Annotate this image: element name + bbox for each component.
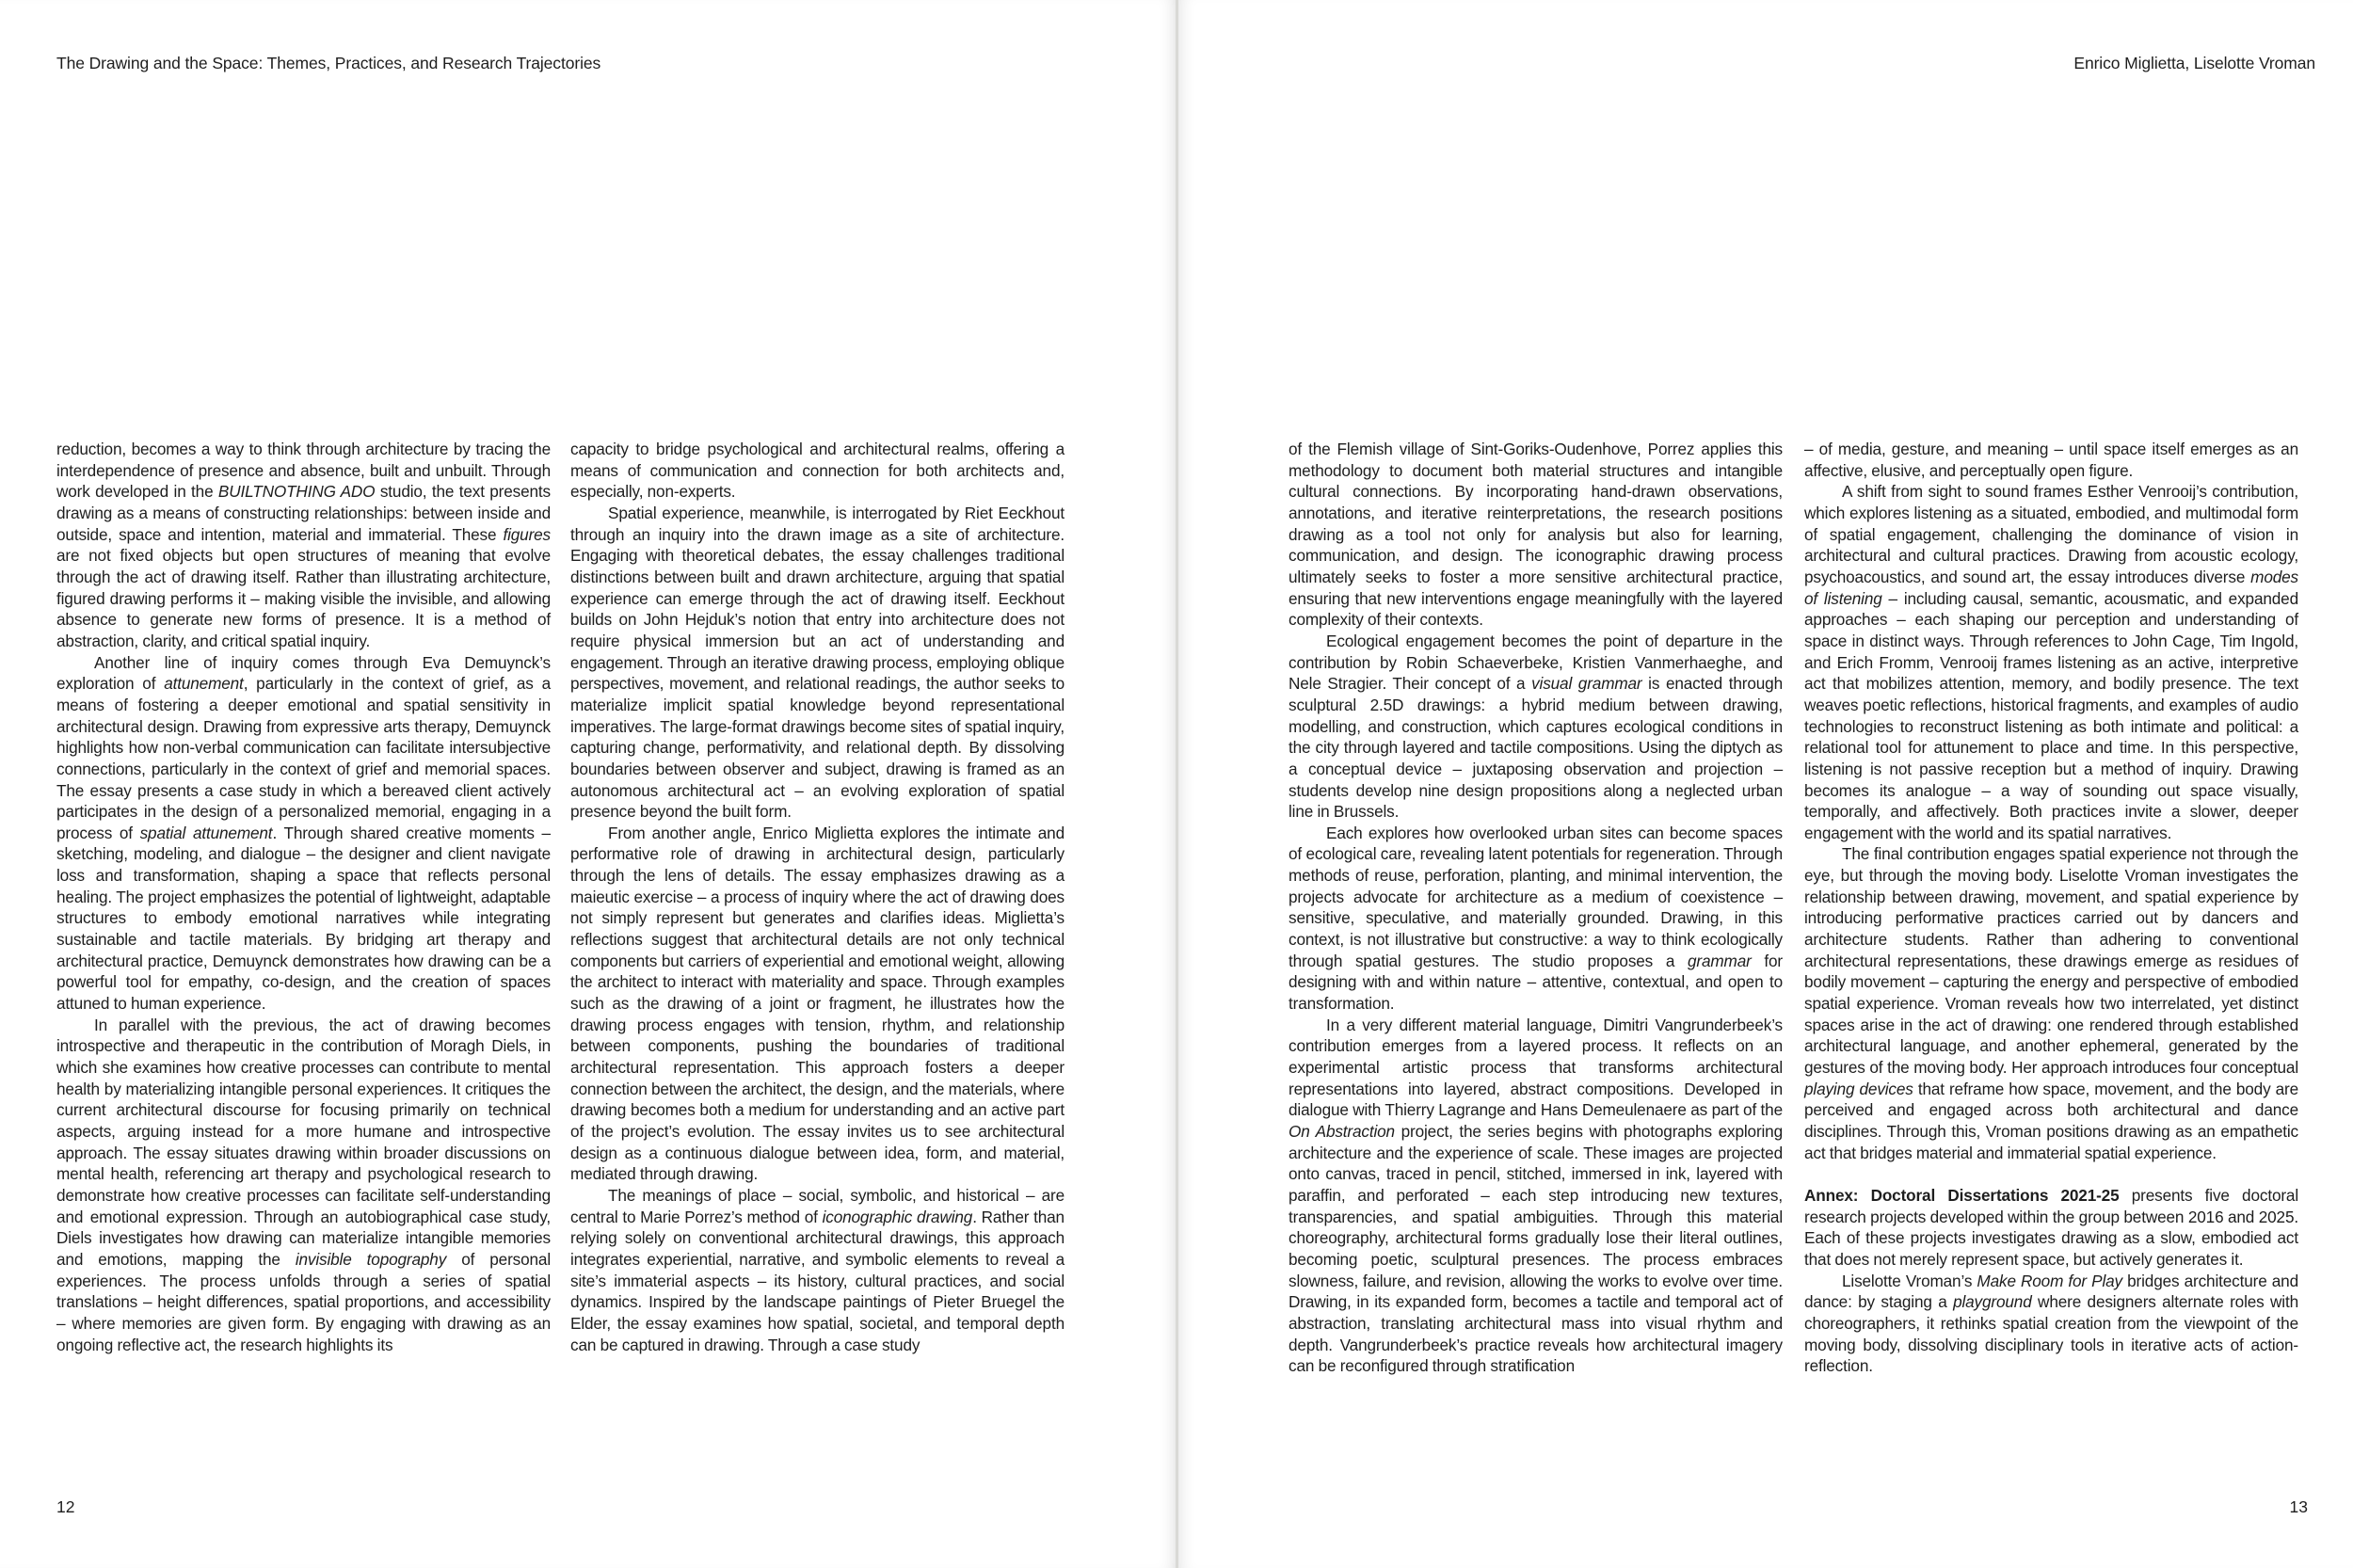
paragraph: Spatial experience, meanwhile, is interrogated by Riet Eeckhout through an inquiry into the drawn image as a site of architecture. Engaging with theoretical debates, the essay challenges traditional distinctions between built and drawn architecture, arguing that spatial experience can emerge through the act of drawing itself. Eeckhout builds on John Hejduk’s notion that entry into architecture does not require physical immersion but an act of understanding and engagement. Through an iterative drawing process, employing oblique perspectives, movement, and relational readings, the author seeks to materialize implicit spatial knowledge beyond representational imperatives. The large-format drawings become sites of spatial inquiry, capturing change, performativity, and relational depth. By dissolving boundaries between observer and subject, drawing is framed as an autonomous architectural act – an evolving exploration of spatial presence beyond the built form. <box>570 503 1064 822</box>
bold-heading: Annex: Doctoral Dissertations 2021-25 <box>1804 1185 2120 1205</box>
italic-term: playground <box>1953 1292 2032 1312</box>
paragraph: From another angle, Enrico Miglietta explores the intimate and performative role of drawing in architectural design, particularly through the lens of details. The essay emphasizes drawing as a maieutic exercise – a process of inquiry where the act of drawing does not simply represent but generates and clarifies ideas. Miglietta’s reflections suggest that architectural details are not only technical components but carriers of experiential and emotional weight, allowing the architect to interact with materiality and space. Through examples such as the drawing of a joint or fragment, he illustrates how the drawing process engages with tension, rhythm, and relationship between components, pushing the boundaries of traditional architectural representation. This approach fosters a deeper connection between the architect, the design, and the materials, where drawing becomes both a medium for understanding and an active part of the project’s evolution. The essay invites us to see architectural design as a continuous dialogue between idea, form, and material, mediated through drawing. <box>570 823 1064 1184</box>
paragraph: The meanings of place – social, symbolic, and historical – are central to Marie Porrez’s method of iconographic drawing. Rather than relying solely on conventional architectural drawings, this approach integrates experiential, narrative, and symbolic elements to reveal a site’s immaterial aspects – its history, cultural practices, and social dynamics. Inspired by the landscape paintings of Pieter Bruegel the Elder, the essay examines how spatial, societal, and temporal depth can be captured in drawing. Through a case study <box>570 1185 1064 1354</box>
italic-term: attunement <box>164 674 244 694</box>
paragraph: of the Flemish village of Sint-Goriks-Oudenhove, Porrez applies this methodology to document both material structures and intangible cultural connections. By incorporating hand-drawn observations, annotations, and iterative reinterpretations, the research positions drawing as a tool not only for analysis but also for learning, communication, and design. The iconographic drawing process ultimately seeks to foster a more sensitive architectural practice, ensuring that new interventions engage meaningfully with the layered complexity of their contexts. <box>1289 440 1783 630</box>
italic-term: visual grammar <box>1531 674 1642 694</box>
paragraph: A shift from sight to sound frames Esther Venrooij’s contribution, which explores listening as a situated, embodied, and multimodal form of spatial engagement, challenging the dominance of vision in architectural and cultural practices. Drawing from acoustic ecology, psychoacoustics, and sound art, the essay introduces diverse modes of listening – including causal, semantic, acousmatic, and expanded approaches – each shaping our perception and understanding of space in distinct ways. Through references to John Cage, Tim Ingold, and Erich Fromm, Venrooij frames listening as an active, interpretive act that mobilizes attention, memory, and bodily presence. The text weaves poetic reflections, historical fragments, and examples of audio technologies to reconstruct listening as both intimate and political: a relational tool for attunement to place and time. In this perspective, listening is not passive reception but a method of inquiry. Drawing becomes its analogue – a way of sounding out space visually, temporally, and affectively. Both practices invite a slower, deeper engagement with the world and its spatial narratives. <box>1804 482 2298 842</box>
text-column-2 <box>570 439 1064 1355</box>
paragraph: Annex: Doctoral Dissertations 2021-25 presents five doctoral research projects developed within the group between 2016 and 2025. Each of these projects investigates drawing as a slow, embodied act that does not merely represent space, but actively generates it. <box>1804 1185 2299 1269</box>
running-head-left: The Drawing and the Space: Themes, Practices, and Research Trajectories <box>56 54 601 72</box>
page-number-left: 12 <box>56 1497 75 1516</box>
italic-term: grammar <box>1687 951 1752 970</box>
italic-term: playing devices <box>1804 1079 1913 1098</box>
italic-term: modes of listening <box>1804 567 2298 608</box>
italic-term: BUILTNOTHING ADO <box>217 482 376 502</box>
page-number-right: 13 <box>2289 1497 2308 1516</box>
left-page <box>0 0 1176 1568</box>
text-column-4 <box>1804 439 2298 1377</box>
italic-term: Make Room for Play <box>1977 1271 2122 1290</box>
paragraph: capacity to bridge psychological and architectural realms, offering a means of communication and connection for both architects and, especially, non-experts. <box>570 440 1064 502</box>
paragraph: Liselotte Vroman’s Make Room for Play bridges architecture and dance: by staging a playground where designers alternate roles with choreographers, it rethinks spatial creation from the viewpoint of the moving body, dissolving disciplinary tools in iterative acts of action-reflection. <box>1804 1271 2299 1376</box>
right-page <box>1178 0 2353 1568</box>
paragraph: Ecological engagement becomes the point of departure in the contribution by Robin Schaeverbeke, Kristien Vanmerhaeghe, and Nele Stragier. Their concept of a visual grammar is enacted through sculptural 2.5D drawings: a hybrid medium between drawing, modelling, and construction, which captures ecological conditions in the city through layered and tactile compositions. Using the diptych as a conceptual device – juxtaposing observation and projection – students develop nine design propositions along a neglected urban line in Brussels. <box>1289 631 1783 822</box>
paragraph: – of media, gesture, and meaning – until space itself emerges as an affective, elusive, and perceptually open figure. <box>1804 440 2298 480</box>
italic-term: invisible topography <box>295 1249 447 1269</box>
running-head-right: Enrico Miglietta, Liselotte Vroman <box>2073 54 2315 72</box>
italic-term: spatial attunement <box>139 823 273 842</box>
paragraph: reduction, becomes a way to think through architecture by tracing the interdependence of presence and absence, built and unbuilt. Through work developed in the BUILTNOTHING ADO studio, the text presents drawing as a means of constructing relationships: between inside and outside, space and intention, material and immaterial. These figures are not fixed objects but open structures of meaning that evolve through the act of drawing itself. Rather than illustrating architecture, figured drawing performs it – making visible the invisible, and allowing absence to generate new forms of presence. It is a method of abstraction, clarity, and critical spatial inquiry. <box>56 440 551 650</box>
paragraph: Another line of inquiry comes through Eva Demuynck’s exploration of attunement, particularly in the context of grief, as a means of fostering a deeper emotional and spatial sensitivity in architectural design. Drawing from expressive arts therapy, Demuynck highlights how non-verbal communication can facilitate intersubjective connections, particularly in the context of grief and memorial spaces. The essay presents a case study in which a bereaved client actively participates in the design of a personalized memorial, engaging in a process of spatial attunement. Through shared creative moments – sketching, modeling, and dialogue – the designer and client navigate loss and transformation, shaping a space that reflects personal healing. The project emphasizes the potential of lightweight, adaptable structures to embody emotional narratives while integrating sustainable and tactile materials. By bridging art therapy and architectural practice, Demuynck demonstrates how drawing can be a powerful tool for empathy, co-design, and the creation of spaces attuned to human experience. <box>56 652 551 1014</box>
paragraph: In parallel with the previous, the act of drawing becomes introspective and therapeutic in the contribution of Moragh Diels, in which she examines how creative processes can contribute to mental health by materializing intangible personal experiences. It critiques the current architectural discourse for focusing primarily on technical aspects, arguing instead for a more humane and introspective approach. The essay situates drawing within broader discussions on mental health, referencing art therapy and psychological research to demonstrate how creative processes can facilitate self-understanding and emotional expression. Through an autobiographical case study, Diels investigates how drawing can materialize intangible memories and emotions, mapping the invisible topography of personal experiences. The process unfolds through a series of spatial translations – height differences, spatial proportions, and accessibility – where memories are given form. By engaging with drawing as an ongoing reflective act, the research highlights its <box>56 1015 551 1354</box>
paragraph: The final contribution engages spatial experience not through the eye, but through the moving body. Liselotte Vroman investigates the relationship between drawing, movement, and spatial experience by introducing performative practices carried out by dancers and architecture students. Rather than adhering to conventional architectural representations, these drawings emerge as residues of bodily movement – capturing the energy and perspective of embodied spatial experience. Vroman reveals how two interrelated, yet distinct spaces arise in the act of drawing: one rendered through established architectural language, and another ephemeral, generated by the gestures of the moving body. Her approach introduces four conceptual playing devices that reframe how space, movement, and the body are perceived and engaged across both architectural and dance disciplines. Through this, Vroman positions drawing as an empathetic act that bridges material and immaterial spatial experience. <box>1804 844 2298 1162</box>
text-column-1 <box>56 439 551 1355</box>
italic-term: On Abstraction <box>1289 1122 1395 1141</box>
paragraph: Each explores how overlooked urban sites can become spaces of ecological care, revealing latent potentials for regeneration. Through methods of reuse, perforation, planting, and minimal intervention, the projects advocate for architecture as a medium of coexistence – sensitive, speculative, and materially grounded. Drawing, in this context, is not illustrative but constructive: a way to think ecologically through spatial gestures. The studio proposes a grammar for designing with and within nature – attentive, contextual, and open to transformation. <box>1289 823 1784 1014</box>
paragraph: In a very different material language, Dimitri Vangrunderbeek’s contribution emerges from a layered process. It reflects on an experimental artistic process that transforms architectural representations into layered, abstract compositions. Developed in dialogue with Thierry Lagrange and Hans Demeulenaere as part of the On Abstraction project, the series begins with photographs exploring architecture and the experience of scale. These images are projected onto canvas, traced in pencil, stitched, immersed in ink, layered with paraffin, and perforated – each step introducing new textures, transparencies, and spatial ambiguities. Through this material choreography, architectural forms gradually lose their literal outlines, becoming poetic, sculptural presences. The process embraces slowness, failure, and revision, allowing the works to evolve over time. Drawing, in its expanded form, becomes a tactile and temporal act of abstraction, translating architectural mass into visual rhythm and depth. Vangrunderbeek’s practice reveals how architectural imagery can be reconfigured through stratification <box>1289 1015 1783 1376</box>
italic-term: figures <box>503 524 551 544</box>
text-column-3 <box>1289 439 1783 1377</box>
italic-term: iconographic drawing <box>822 1207 973 1226</box>
